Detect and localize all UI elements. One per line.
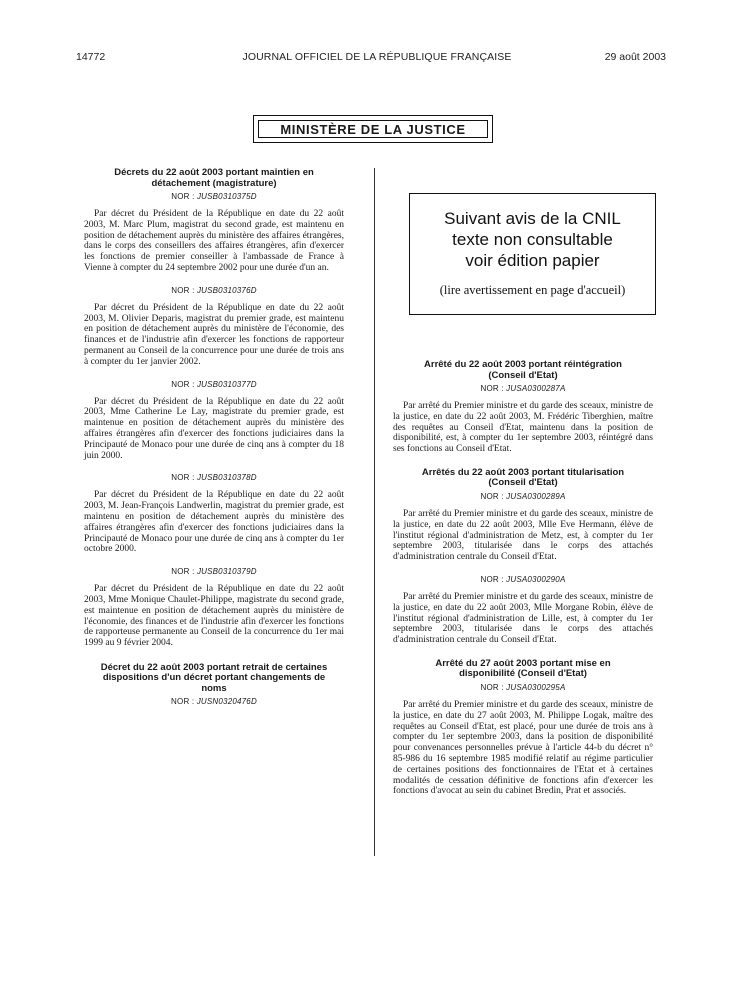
nor-reference: NOR : JUSA0300290A [480, 574, 566, 584]
notice-line: Suivant avis de la CNIL [444, 209, 621, 228]
section-title: Décret du 22 août 2003 portant retrait de certaines dispositions d'un décret portant changements de noms [100, 661, 328, 694]
nor-reference: NOR : JUSB0310379D [171, 567, 257, 577]
arrete-text: Par arrêté du Premier ministre et du garde des sceaux, ministre de la justice, en date du 22 août 2003, Mlle Morgane Robin, élève de l'institut régional d'administration de Lille, est, à compter du 1er septembre 2003, titularisée dans le corps des attachés d'administration centrale du Conseil d'Etat. [393, 591, 653, 646]
decree-entry [84, 286, 344, 368]
nor-reference: NOR : JUSN0320476D [171, 697, 257, 707]
nor-reference: NOR : JUSB0310378D [171, 473, 257, 483]
section-title: Arrêté du 22 août 2003 portant réintégration (Conseil d'Etat) [424, 359, 622, 381]
arrete-entry [393, 575, 653, 646]
notice-line: voir édition papier [465, 251, 600, 270]
section-title: Arrêté du 27 août 2003 portant mise en disponibilité (Conseil d'Etat) [435, 657, 611, 680]
journal-title: JOURNAL OFFICIEL DE LA RÉPUBLIQUE FRANÇAISE [242, 51, 512, 63]
column-divider [374, 168, 375, 856]
decree-text: Par décret du Président de la République en date du 22 août 2003, Mme Monique Chaulet-Philippe, magistrate du second grade, est maintenue en position de détachement auprès du ministère de l'économie, des finances et de l'industrie afin d'exercer les fonctions de rapporteuse permanente au Conseil de la concurrence du 1er mai 1999 au 9 février 2004. [84, 584, 344, 649]
section-title: Arrêtés du 22 août 2003 portant titularisation (Conseil d'Etat) [421, 466, 625, 489]
decree-entry [84, 567, 344, 649]
nor-reference: NOR : JUSA0300289A [480, 491, 566, 501]
page-number: 14772 [76, 51, 106, 63]
notice-note: (lire avertissement en page d'accueil) [439, 283, 626, 297]
nor-reference: NOR : JUSA0300295A [480, 682, 566, 692]
arrete-text: Par arrêté du Premier ministre et du garde des sceaux, ministre de la justice, en date du 27 août 2003, M. Philippe Logak, maître des requêtes au Conseil d'Etat, est placé, pour une durée de trois ans à compter du 1er septembre 2003, dans la position de disponibilité pour convenances personnelles prévue à l'article 44-b du décret n° 85-986 du 16 septembre 1985 modifié relatif au régime particulier de certaines positions des fonctionnaires de l'Etat et à certaines modalités de cessation définitive de fonctions afin d'exercer les fonctions d'avocat au sein du cabinet Bredin, Prat et associés. [393, 699, 653, 797]
arrete-text: Par arrêté du Premier ministre et du garde des sceaux, ministre de la justice, en date du 22 août 2003, M. Frédéric Tiberghien, maître des requêtes au Conseil d'Etat, maintenu dans la position de disponibilité, est, à compter du 1er septembre 2003, réintégré dans ses fonctions au Conseil d'Etat. [393, 401, 653, 455]
decree-text: Par décret du Président de la République en date du 22 août 2003, M. Olivier Deparis, magistrat du premier grade, est maintenu en position de détachement auprès du ministère de l'économie, des finances et de l'industrie afin d'exercer les fonctions de rapporteur permanent au Conseil de la concurrence pour une durée de trois ans à compter du 1er janvier 2002. [84, 302, 344, 367]
decree-entry [84, 380, 344, 462]
arrete-section-titularisation [393, 468, 653, 563]
left-column [84, 168, 344, 714]
nor-reference: NOR : JUSB0310376D [171, 285, 257, 295]
decree-entry [84, 473, 344, 555]
cnil-notice-box [409, 193, 656, 315]
ministry-banner [253, 115, 493, 143]
arrete-section-reintegration [393, 360, 653, 455]
notice-line: texte non consultable [452, 230, 613, 249]
decree-text: Par décret du Président de la République en date du 22 août 2003, M. Jean-François Landwerlin, magistrat du premier grade, est maintenu en position de détachement auprès du ministère des affaires étrangères afin d'exercer des fonctions judiciaires dans la Principauté de Monaco pour une durée de cinq ans à compter du 1er octobre 2000. [84, 490, 344, 555]
decree-section-retrait [84, 663, 344, 707]
decree-text: Par décret du Président de la République en date du 22 août 2003, Mme Catherine Le Lay, magistrate du premier grade, est maintenue en position de détachement auprès du ministère des affaires étrangères afin d'exercer des fonctions judiciaires dans la Principauté de Monaco pour une durée de cinq ans à compter du 18 juin 2000. [84, 396, 344, 461]
right-column [393, 360, 653, 797]
section-title: Décrets du 22 août 2003 portant maintien en détachement (magistrature) [114, 167, 314, 189]
issue-date: 29 août 2003 [604, 51, 666, 63]
arrete-text: Par arrêté du Premier ministre et du garde des sceaux, ministre de la justice, en date du 22 août 2003, Mlle Eve Hermann, élève de l'institut régional d'administration de Metz, est, à compter du 1er septembre 2003, titularisée dans le corps des attachés d'administration centrale du Conseil d'Etat. [393, 508, 653, 563]
nor-reference: NOR : JUSA0300287A [480, 384, 566, 393]
ministry-title: MINISTÈRE DE LA JUSTICE [258, 120, 488, 138]
arrete-section-disponibilite [393, 659, 653, 797]
nor-reference: NOR : JUSB0310375D [171, 192, 257, 201]
decree-text: Par décret du Président de la République en date du 22 août 2003, M. Marc Plum, magistrat du second grade, est maintenu en position de détachement auprès du ministère des affaires étrangères, dans le corps des conseillers des affaires étrangères, afin d'exercer les fonctions de premier conseiller à l'ambassade de France à Vienne à compter du 24 septembre 2002 pour une durée d'un an. [84, 209, 344, 273]
decree-section-maintien [84, 168, 344, 274]
nor-reference: NOR : JUSB0310377D [171, 379, 257, 389]
